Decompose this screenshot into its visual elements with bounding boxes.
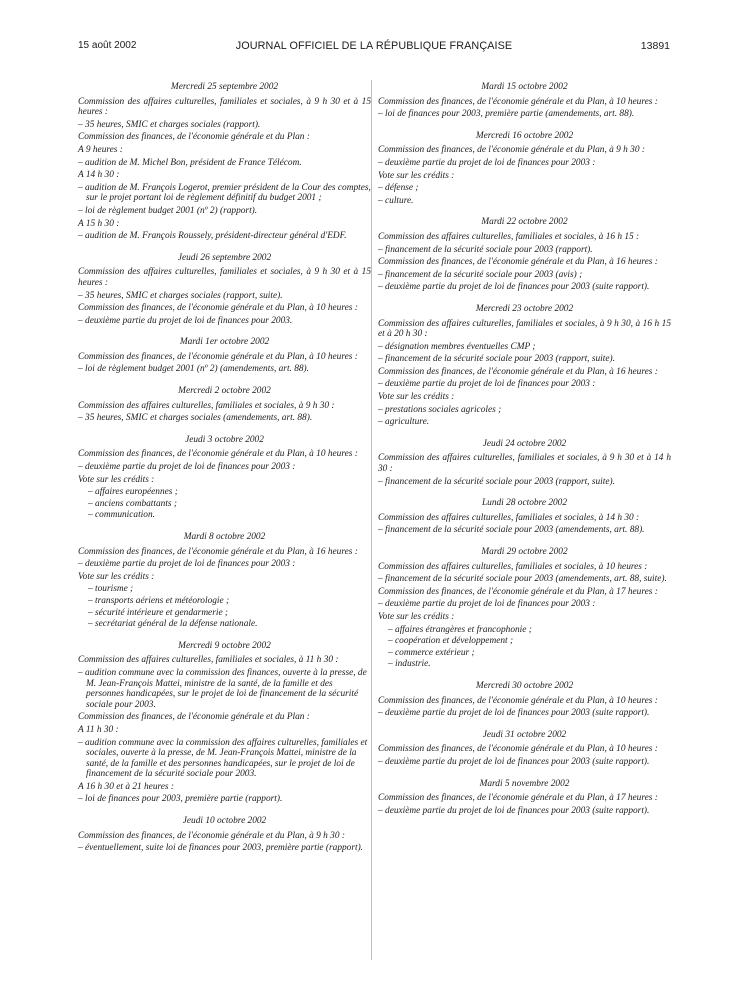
agenda-line: Vote sur les crédits :	[378, 392, 455, 403]
section-date-heading: Mardi 15 octobre 2002	[481, 82, 568, 92]
agenda-section	[378, 779, 671, 817]
agenda-line: Commission des finances, de l'économie générale et du Plan, à 16 heures :	[378, 366, 658, 377]
agenda-item: – financement de la sécurité sociale pour 2003 (rapport, suite).	[378, 477, 671, 488]
agenda-item: – deuxième partie du projet de loi de finances pour 2003 :	[378, 379, 671, 390]
agenda-section	[378, 730, 671, 768]
agenda-item: – loi de règlement budget 2001 (nº 2) (amendements, art. 88).	[78, 364, 371, 375]
agenda-section	[378, 217, 671, 293]
right-column	[378, 82, 671, 827]
agenda-item: – financement de la sécurité sociale pour 2003 (amendements, art. 88, suite).	[378, 574, 671, 585]
agenda-item: – financement de la sécurité sociale pour 2003 (rapport, suite).	[378, 354, 671, 365]
section-date-heading: Mardi 29 octobre 2002	[481, 547, 568, 557]
agenda-section	[378, 82, 671, 120]
agenda-item: – deuxième partie du projet de loi de finances pour 2003 (suite rapport).	[378, 282, 671, 293]
agenda-item: – 35 heures, SMIC et charges sociales (amendements, art. 88).	[78, 413, 371, 424]
agenda-section	[78, 386, 371, 424]
credit-item: – anciens combattants ;	[78, 499, 371, 510]
agenda-item: – audition de M. François Logerot, premier président de la Cour des comptes, sur le projet portant loi de règlement définitif du budget 2001 ;	[78, 183, 371, 204]
agenda-line: Commission des finances, de l'économie générale et du Plan, à 17 heures :	[378, 793, 658, 804]
credit-item: – communication.	[78, 510, 371, 521]
agenda-line: A 9 heures :	[78, 144, 123, 155]
agenda-section	[78, 435, 371, 521]
agenda-line: Commission des finances, de l'économie générale et du Plan, à 17 heures :	[378, 586, 658, 597]
agenda-item: – 35 heures, SMIC et charges sociales (rapport, suite).	[78, 291, 371, 302]
agenda-section	[378, 498, 671, 536]
credit-item: – coopération et développement ;	[378, 636, 671, 647]
section-date-heading: Mercredi 25 septembre 2002	[170, 82, 279, 92]
agenda-line: Commission des finances, de l'économie générale et du Plan, à 9 h 30 :	[378, 145, 645, 156]
agenda-item: – loi de finances pour 2003, première partie (rapport).	[78, 794, 371, 805]
section-date-heading: Mardi 8 octobre 2002	[183, 532, 266, 542]
agenda-item: – deuxième partie du projet de loi de finances pour 2003 :	[378, 599, 671, 610]
agenda-item: – financement de la sécurité sociale pour 2003 (amendements, art. 88).	[378, 525, 671, 536]
agenda-section	[378, 681, 671, 719]
page-header	[0, 40, 748, 56]
header-date: 15 août 2002	[78, 40, 137, 51]
agenda-line: Vote sur les crédits :	[78, 474, 155, 485]
agenda-line: Commission des finances, de l'économie générale et du Plan :	[78, 132, 310, 143]
agenda-item: – audition de M. Michel Bon, président de France Télécom.	[78, 158, 371, 169]
agenda-line: Commission des finances, de l'économie générale et du Plan, à 10 heures :	[78, 449, 358, 460]
agenda-line: Commission des finances, de l'économie générale et du Plan, à 10 heures :	[378, 695, 658, 706]
agenda-item: – désignation membres éventuelles CMP ;	[378, 342, 671, 353]
agenda-item: – audition de M. François Roussely, président-directeur général d'EDF.	[78, 231, 371, 242]
agenda-line: Commission des affaires culturelles, familiales et sociales, à 14 h 30 :	[378, 512, 640, 523]
agenda-section	[378, 131, 671, 207]
section-date-heading: Mardi 5 novembre 2002	[479, 778, 570, 789]
agenda-section	[78, 82, 371, 242]
credit-item: – sécurité intérieure et gendarmerie ;	[78, 608, 371, 619]
credit-item: – secrétariat général de la défense nationale.	[78, 619, 371, 630]
agenda-line: Commission des finances, de l'économie générale et du Plan, à 16 heures :	[378, 257, 658, 268]
agenda-item: – loi de règlement budget 2001 (nº 2) (rapport).	[78, 206, 371, 217]
agenda-item: – deuxième partie du projet de loi de finances pour 2003 (suite rapport).	[378, 806, 671, 817]
section-date-heading: Lundi 28 octobre 2002	[481, 498, 568, 509]
credit-item: – transports aériens et météorologie ;	[78, 596, 371, 607]
section-date-heading: Jeudi 26 septembre 2002	[177, 252, 272, 263]
agenda-line: Commission des finances, de l'économie générale et du Plan, à 10 heures :	[78, 303, 358, 314]
agenda-line: A 15 h 30 :	[78, 218, 120, 229]
agenda-line: A 16 h 30 et à 21 heures :	[78, 781, 175, 792]
agenda-line: Commission des affaires culturelles, familiales et sociales, à 16 h 15 :	[378, 231, 640, 242]
agenda-item: – deuxième partie du projet de loi de finances pour 2003 :	[78, 559, 371, 570]
agenda-line: Commission des finances, de l'économie générale et du Plan, à 10 heures :	[378, 96, 658, 107]
agenda-section	[78, 816, 371, 854]
agenda-item: – deuxième partie du projet de loi de finances pour 2003 (suite rapport).	[378, 708, 671, 719]
agenda-section	[78, 641, 371, 805]
agenda-item: – deuxième partie du projet de loi de finances pour 2003 (suite rapport).	[378, 757, 671, 768]
agenda-line: Commission des finances, de l'économie générale et du Plan, à 10 heures :	[78, 351, 358, 362]
section-date-heading: Mercredi 16 octobre 2002	[475, 130, 574, 141]
credit-item: – affaires européennes ;	[78, 487, 371, 498]
agenda-line: Commission des affaires culturelles, familiales et sociales, à 9 h 30 :	[78, 400, 335, 411]
agenda-item: – défense ;	[378, 183, 671, 194]
section-date-heading: Mercredi 9 octobre 2002	[178, 640, 271, 651]
section-date-heading: Mercredi 30 octobre 2002	[475, 680, 574, 691]
agenda-line: Commission des affaires culturelles, familiales et sociales, à 10 heures :	[378, 561, 648, 572]
agenda-item: – deuxième partie du projet de loi de finances pour 2003.	[78, 316, 371, 327]
agenda-item: – 35 heures, SMIC et charges sociales (rapport).	[78, 120, 371, 131]
page-number: 13891	[640, 40, 670, 52]
agenda-line: Commission des finances, de l'économie générale et du Plan, à 16 heures :	[78, 546, 358, 557]
agenda-item: – deuxième partie du projet de loi de finances pour 2003 :	[378, 158, 671, 169]
agenda-line: Commission des finances, de l'économie générale et du Plan, à 9 h 30 :	[78, 830, 345, 841]
column-divider	[371, 80, 372, 960]
agenda-line: Vote sur les crédits :	[378, 611, 455, 622]
agenda-line: Commission des affaires culturelles, familiales et sociales, à 9 h 30 et à 14 h 30 :	[378, 453, 671, 475]
agenda-item: – audition commune avec la commission des affaires culturelles, familiales et sociales, ouverte à la presse, de M. Jean-François Mattei, ministre de la santé, de la famille et des personnes handicapées, sur le projet de loi de financement de la sécurité sociale pour 2003.	[78, 738, 371, 780]
agenda-line: A 11 h 30 :	[78, 724, 119, 735]
section-date-heading: Mercredi 23 octobre 2002	[475, 303, 574, 314]
section-date-heading: Jeudi 3 octobre 2002	[185, 434, 264, 445]
agenda-section	[78, 337, 371, 375]
agenda-line: Commission des affaires culturelles, familiales et sociales, à 9 h 30 et à 15 heures :	[78, 267, 371, 288]
credit-item: – industrie.	[378, 659, 671, 670]
section-date-heading: Jeudi 10 octobre 2002	[182, 816, 267, 827]
agenda-section	[378, 547, 671, 670]
agenda-line: Vote sur les crédits :	[378, 170, 455, 181]
journal-title: JOURNAL OFFICIEL DE LA RÉPUBLIQUE FRANÇAISE	[235, 40, 513, 52]
agenda-item: – deuxième partie du projet de loi de finances pour 2003 :	[78, 462, 371, 473]
section-date-heading: Jeudi 24 octobre 2002	[482, 438, 567, 449]
agenda-line: Commission des affaires culturelles, familiales et sociales, à 9 h 30, à 16 h 15 et à 20 h 30 :	[378, 318, 671, 340]
section-date-heading: Mercredi 2 octobre 2002	[178, 386, 271, 397]
credit-item: – tourisme ;	[78, 584, 371, 595]
section-date-heading: Jeudi 31 octobre 2002	[482, 729, 567, 740]
section-date-heading: Mardi 1er octobre 2002	[179, 337, 270, 348]
agenda-line: Commission des affaires culturelles, familiales et sociales, à 9 h 30 et à 15 heures :	[78, 96, 371, 118]
agenda-item: – agriculture.	[378, 417, 671, 428]
agenda-item: – financement de la sécurité sociale pour 2003 (avis) ;	[378, 270, 671, 281]
agenda-item: – éventuellement, suite loi de finances pour 2003, première partie (rapport).	[78, 843, 371, 854]
section-date-heading: Mardi 22 octobre 2002	[481, 217, 568, 228]
agenda-line: Commission des finances, de l'économie générale et du Plan :	[78, 712, 310, 723]
agenda-item: – loi de finances pour 2003, première partie (amendements, art. 88).	[378, 109, 671, 120]
agenda-item: – culture.	[378, 196, 671, 207]
agenda-line: Commission des finances, de l'économie générale et du Plan, à 10 heures :	[378, 744, 658, 755]
agenda-item: – financement de la sécurité sociale pour 2003 (rapport).	[378, 245, 671, 256]
credit-item: – affaires étrangères et francophonie ;	[378, 625, 671, 636]
agenda-item: – audition commune avec la commission des finances, ouverte à la presse, de M. Jean-François Mattei, ministre de la santé, de la famille et des personnes handicapées, sur le projet de loi de financement de la sécurité sociale pour 2003.	[78, 668, 371, 710]
credit-item: – commerce extérieur ;	[378, 648, 671, 659]
left-column	[78, 82, 371, 865]
agenda-item: – prestations sociales agricoles ;	[378, 405, 671, 416]
agenda-line: Vote sur les crédits :	[78, 571, 155, 582]
agenda-section	[378, 439, 671, 487]
agenda-section	[78, 532, 371, 630]
agenda-line: Commission des affaires culturelles, familiales et sociales, à 11 h 30 :	[78, 655, 339, 666]
agenda-section	[378, 304, 671, 428]
agenda-section	[78, 253, 371, 327]
agenda-line: A 14 h 30 :	[78, 170, 120, 181]
